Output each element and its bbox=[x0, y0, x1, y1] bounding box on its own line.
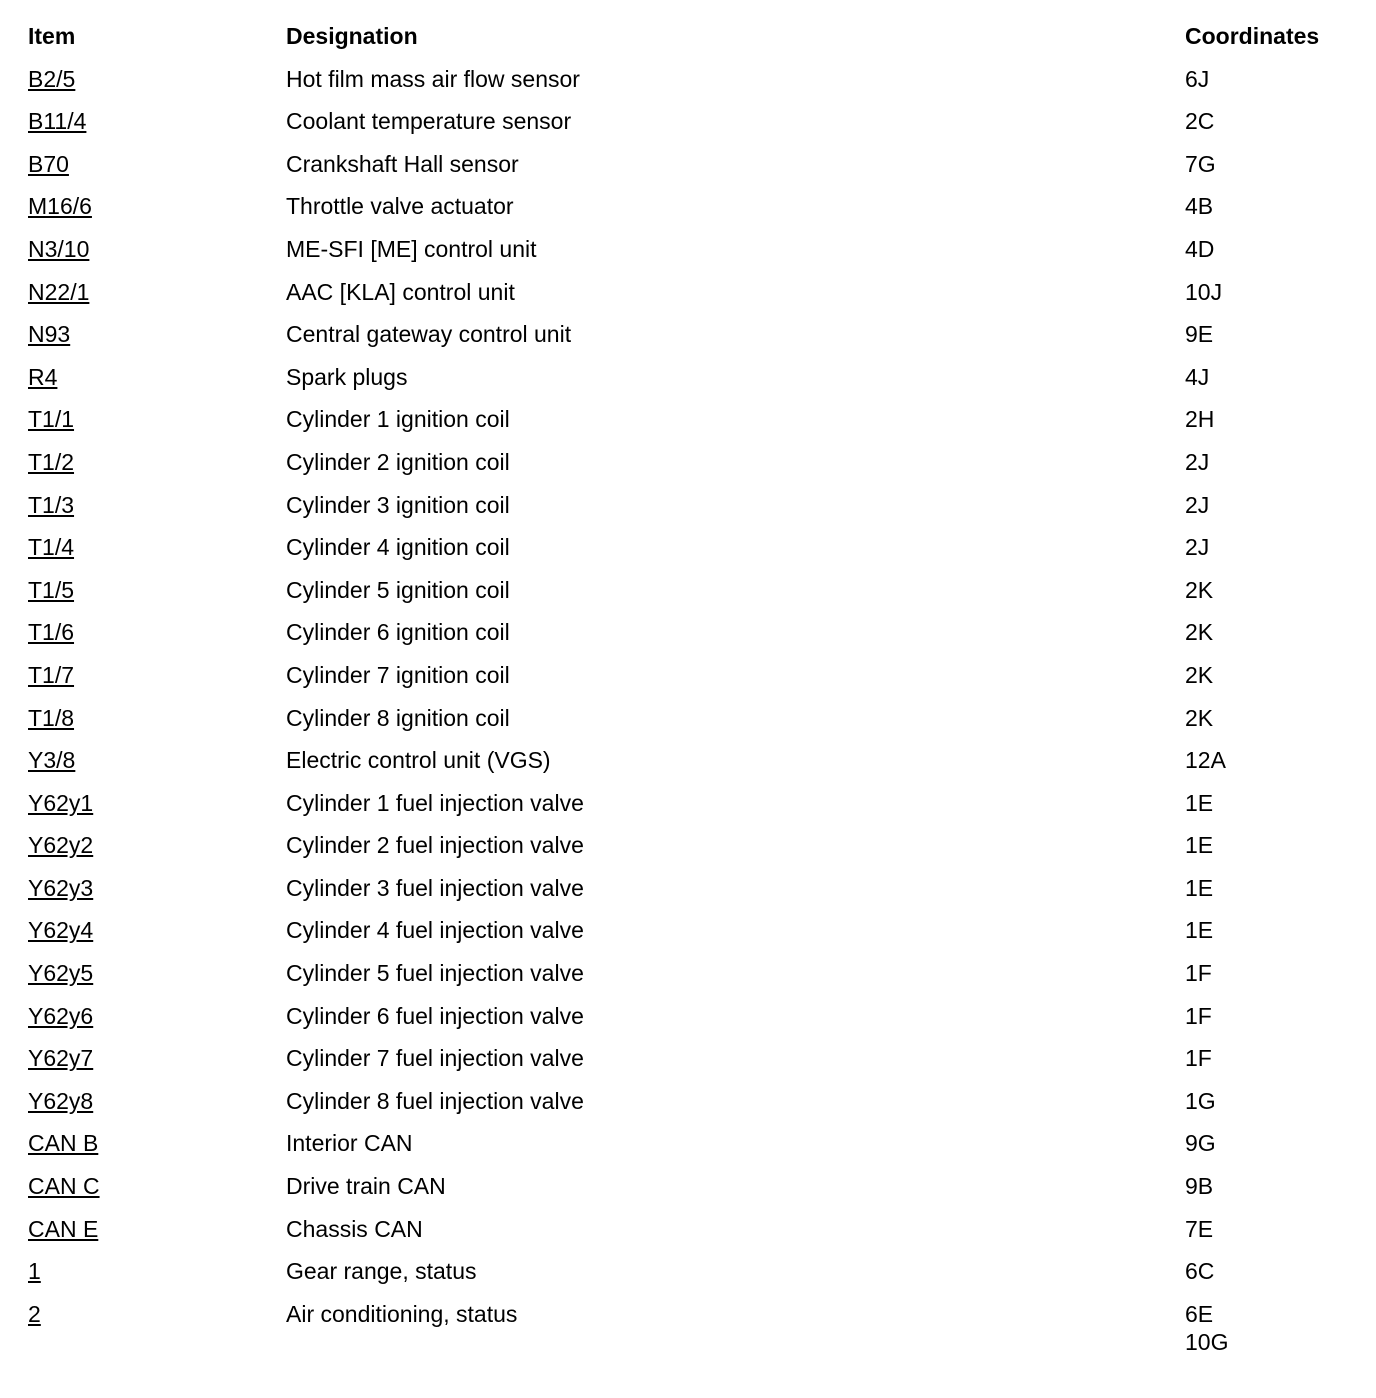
item-cell bbox=[28, 107, 286, 135]
coordinates-cell: 1E bbox=[1185, 832, 1214, 859]
item-cell bbox=[28, 874, 286, 902]
coordinates-cell: 4J bbox=[1185, 363, 1210, 390]
item-link[interactable]: T1/8 bbox=[28, 704, 75, 731]
item-cell bbox=[28, 363, 286, 391]
coordinates-cell: 1E bbox=[1185, 874, 1214, 901]
coordinates-cell: 4D bbox=[1185, 235, 1215, 262]
table-row bbox=[28, 576, 1348, 619]
designation-cell: Cylinder 5 ignition coil bbox=[286, 576, 510, 603]
item-link[interactable]: Y62y1 bbox=[28, 789, 94, 816]
item-link[interactable]: T1/5 bbox=[28, 576, 75, 603]
designation-column-header: Designation bbox=[286, 23, 418, 49]
table-row bbox=[28, 107, 1348, 150]
item-column-header: Item bbox=[28, 23, 76, 49]
coordinates-cell: 9B bbox=[1185, 1173, 1214, 1200]
item-link[interactable]: T1/6 bbox=[28, 619, 75, 646]
designation-cell: Cylinder 8 fuel injection valve bbox=[286, 1087, 584, 1114]
coordinates-cell: 2J bbox=[1185, 448, 1210, 475]
item-cell bbox=[28, 533, 286, 561]
coordinates-cell: 1F bbox=[1185, 960, 1212, 987]
item-link[interactable]: Y62y5 bbox=[28, 960, 94, 987]
designation-cell: Drive train CAN bbox=[286, 1173, 446, 1200]
table-row bbox=[28, 65, 1348, 108]
item-link[interactable]: Y62y3 bbox=[28, 874, 94, 901]
item-link[interactable]: R4 bbox=[28, 363, 58, 390]
item-cell bbox=[28, 235, 286, 263]
designation-cell: Throttle valve actuator bbox=[286, 193, 514, 220]
table-row bbox=[28, 448, 1348, 491]
coordinates-cell: 7G bbox=[1185, 150, 1216, 177]
item-cell bbox=[28, 1087, 286, 1115]
item-cell bbox=[28, 959, 286, 987]
item-link[interactable]: CAN C bbox=[28, 1173, 100, 1200]
table-row bbox=[28, 1087, 1348, 1130]
table-header-row bbox=[28, 22, 1348, 65]
designation-cell: Coolant temperature sensor bbox=[286, 108, 572, 135]
table-row bbox=[28, 491, 1348, 534]
coordinates-cell: 6E 10G bbox=[1185, 1300, 1229, 1355]
item-link[interactable]: T1/1 bbox=[28, 406, 75, 433]
table-row bbox=[28, 320, 1348, 363]
component-legend-table bbox=[28, 22, 1348, 1356]
item-link[interactable]: N3/10 bbox=[28, 235, 90, 262]
item-cell bbox=[28, 491, 286, 519]
coordinates-cell: 2K bbox=[1185, 576, 1214, 603]
designation-cell: Spark plugs bbox=[286, 363, 408, 390]
item-link[interactable]: Y62y2 bbox=[28, 832, 94, 859]
item-link[interactable]: 1 bbox=[28, 1258, 41, 1285]
item-cell bbox=[28, 1172, 286, 1200]
item-link[interactable]: M16/6 bbox=[28, 193, 92, 220]
designation-cell: Cylinder 1 fuel injection valve bbox=[286, 789, 584, 816]
item-cell bbox=[28, 1300, 286, 1328]
coordinates-cell: 4B bbox=[1185, 193, 1214, 220]
table-row bbox=[28, 746, 1348, 789]
table-row bbox=[28, 959, 1348, 1002]
table-row bbox=[28, 1044, 1348, 1087]
item-link[interactable]: Y62y8 bbox=[28, 1087, 94, 1114]
coordinates-column-header: Coordinates bbox=[1185, 23, 1320, 49]
coordinates-cell: 1G bbox=[1185, 1087, 1216, 1114]
table-row bbox=[28, 1129, 1348, 1172]
designation-cell: Crankshaft Hall sensor bbox=[286, 150, 519, 177]
item-cell bbox=[28, 278, 286, 306]
table-row bbox=[28, 831, 1348, 874]
coordinates-cell: 2J bbox=[1185, 491, 1210, 518]
item-link[interactable]: T1/2 bbox=[28, 448, 75, 475]
item-cell bbox=[28, 320, 286, 348]
table-row bbox=[28, 150, 1348, 193]
designation-cell: Cylinder 2 ignition coil bbox=[286, 448, 510, 475]
coordinates-cell: 1F bbox=[1185, 1045, 1212, 1072]
table-row bbox=[28, 916, 1348, 959]
designation-cell: Cylinder 2 fuel injection valve bbox=[286, 832, 584, 859]
designation-cell: Air conditioning, status bbox=[286, 1300, 518, 1327]
table-row bbox=[28, 363, 1348, 406]
designation-cell: Central gateway control unit bbox=[286, 321, 572, 348]
coordinates-cell: 2H bbox=[1185, 406, 1215, 433]
table-row bbox=[28, 661, 1348, 704]
designation-cell: Cylinder 6 ignition coil bbox=[286, 619, 510, 646]
designation-cell: Cylinder 3 fuel injection valve bbox=[286, 874, 584, 901]
item-link[interactable]: Y62y4 bbox=[28, 917, 94, 944]
item-cell bbox=[28, 661, 286, 689]
table-row bbox=[28, 789, 1348, 832]
item-cell bbox=[28, 576, 286, 604]
designation-cell: Interior CAN bbox=[286, 1130, 413, 1157]
coordinates-cell: 1E bbox=[1185, 917, 1214, 944]
coordinates-cell: 6C bbox=[1185, 1258, 1215, 1285]
designation-cell: Cylinder 5 fuel injection valve bbox=[286, 960, 584, 987]
item-link[interactable]: CAN B bbox=[28, 1130, 99, 1157]
coordinates-cell: 9G bbox=[1185, 1130, 1216, 1157]
table-body bbox=[28, 65, 1348, 1356]
coordinates-cell: 2K bbox=[1185, 661, 1214, 688]
item-link[interactable]: Y62y7 bbox=[28, 1045, 94, 1072]
table-row bbox=[28, 704, 1348, 747]
table-row bbox=[28, 405, 1348, 448]
item-link[interactable]: Y3/8 bbox=[28, 747, 76, 774]
item-link[interactable]: B2/5 bbox=[28, 65, 76, 92]
coordinates-cell: 2J bbox=[1185, 534, 1210, 561]
item-cell bbox=[28, 746, 286, 774]
item-cell bbox=[28, 405, 286, 433]
coordinates-cell: 12A bbox=[1185, 747, 1226, 774]
designation-cell: Cylinder 7 fuel injection valve bbox=[286, 1045, 584, 1072]
item-cell bbox=[28, 1002, 286, 1030]
designation-cell: ME-SFI [ME] control unit bbox=[286, 235, 537, 262]
item-cell bbox=[28, 916, 286, 944]
designation-cell: Cylinder 1 ignition coil bbox=[286, 406, 510, 433]
coordinates-cell: 1F bbox=[1185, 1002, 1212, 1029]
item-cell bbox=[28, 150, 286, 178]
coordinates-cell: 2K bbox=[1185, 619, 1214, 646]
item-cell bbox=[28, 618, 286, 646]
item-cell bbox=[28, 789, 286, 817]
item-cell bbox=[28, 65, 286, 93]
table-row bbox=[28, 1300, 1348, 1356]
table-row bbox=[28, 1172, 1348, 1215]
item-cell bbox=[28, 1215, 286, 1243]
designation-cell: Cylinder 6 fuel injection valve bbox=[286, 1002, 584, 1029]
table-row bbox=[28, 618, 1348, 661]
item-cell bbox=[28, 704, 286, 732]
coordinates-cell: 2C bbox=[1185, 108, 1215, 135]
table-row bbox=[28, 278, 1348, 321]
table-row bbox=[28, 192, 1348, 235]
item-cell bbox=[28, 1257, 286, 1285]
coordinates-cell: 7E bbox=[1185, 1215, 1214, 1242]
designation-cell: Cylinder 4 ignition coil bbox=[286, 534, 510, 561]
item-cell bbox=[28, 448, 286, 476]
designation-cell: AAC [KLA] control unit bbox=[286, 278, 515, 305]
designation-cell: Cylinder 8 ignition coil bbox=[286, 704, 510, 731]
table-row bbox=[28, 1257, 1348, 1300]
item-cell bbox=[28, 1044, 286, 1072]
designation-cell: Hot film mass air flow sensor bbox=[286, 65, 580, 92]
item-link[interactable]: T1/4 bbox=[28, 534, 75, 561]
coordinates-cell: 9E bbox=[1185, 321, 1214, 348]
designation-cell: Cylinder 3 ignition coil bbox=[286, 491, 510, 518]
item-cell bbox=[28, 1129, 286, 1157]
table-row bbox=[28, 1215, 1348, 1258]
item-cell bbox=[28, 831, 286, 859]
item-link[interactable]: CAN E bbox=[28, 1215, 99, 1242]
item-link[interactable]: B70 bbox=[28, 150, 69, 177]
item-link[interactable]: N93 bbox=[28, 321, 71, 348]
coordinates-cell: 10J bbox=[1185, 278, 1223, 305]
designation-cell: Chassis CAN bbox=[286, 1215, 423, 1242]
item-link[interactable]: B11/4 bbox=[28, 108, 87, 135]
coordinates-cell: 6J bbox=[1185, 65, 1210, 92]
coordinates-cell: 2K bbox=[1185, 704, 1214, 731]
designation-cell: Cylinder 7 ignition coil bbox=[286, 661, 510, 688]
table-row bbox=[28, 533, 1348, 576]
table-row bbox=[28, 874, 1348, 917]
table-row bbox=[28, 1002, 1348, 1045]
item-link[interactable]: 2 bbox=[28, 1300, 41, 1327]
item-link[interactable]: Y62y6 bbox=[28, 1002, 94, 1029]
designation-cell: Electric control unit (VGS) bbox=[286, 747, 551, 774]
table-row bbox=[28, 235, 1348, 278]
coordinates-cell: 1E bbox=[1185, 789, 1214, 816]
item-link[interactable]: T1/7 bbox=[28, 661, 75, 688]
item-cell bbox=[28, 192, 286, 220]
designation-cell: Gear range, status bbox=[286, 1258, 477, 1285]
item-link[interactable]: N22/1 bbox=[28, 278, 90, 305]
designation-cell: Cylinder 4 fuel injection valve bbox=[286, 917, 584, 944]
item-link[interactable]: T1/3 bbox=[28, 491, 75, 518]
